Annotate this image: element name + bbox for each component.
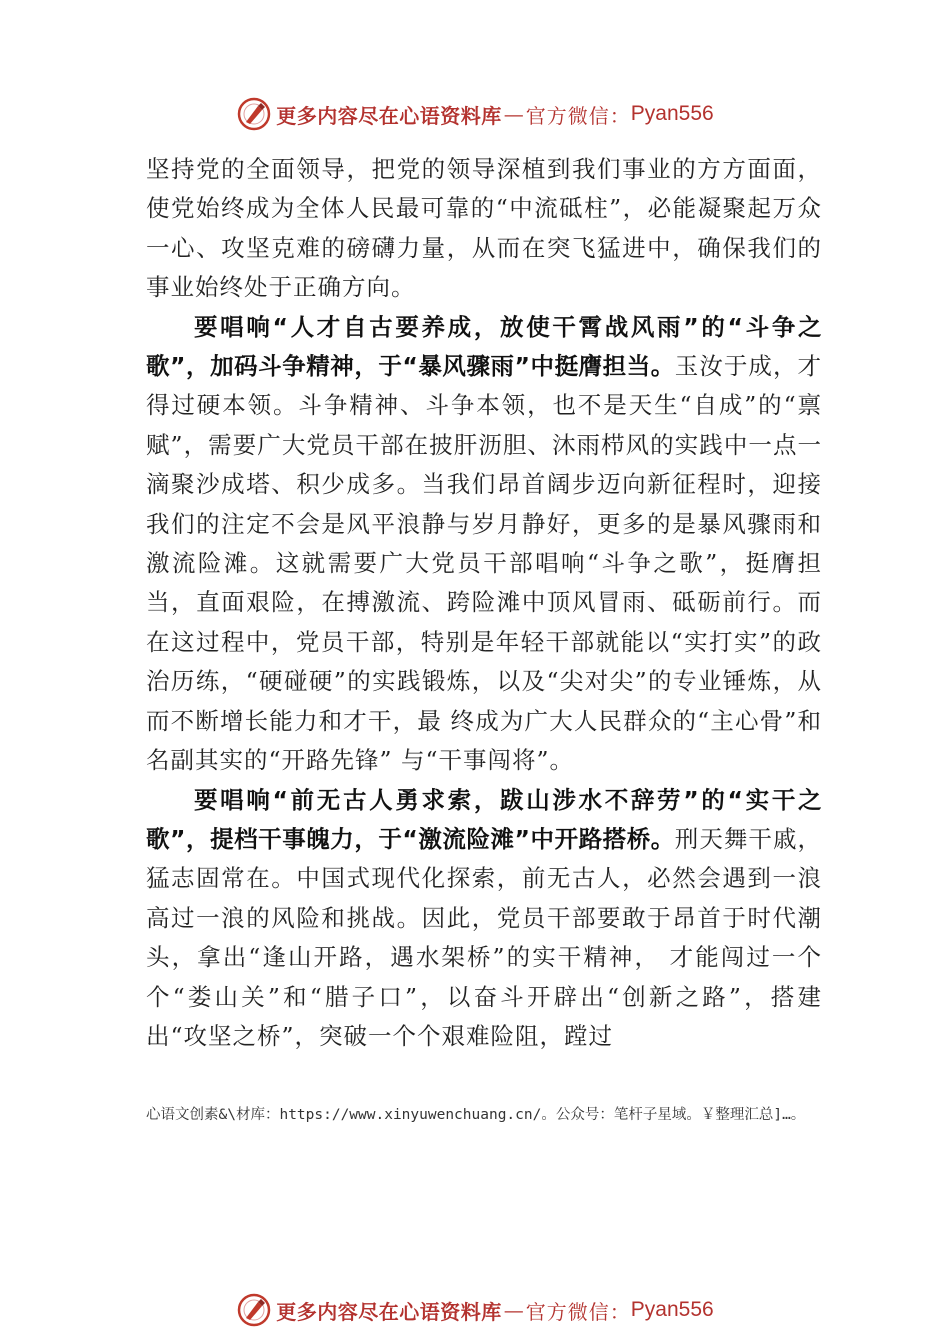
header-dash: — <box>503 102 524 126</box>
source-note: 心语文创素&\材库：https://www.xinyuwenchuang.cn/。公众号：笔杆子星域。￥整理汇总]…。 <box>146 1107 806 1123</box>
pen-nib-logo-icon <box>236 96 272 132</box>
pen-nib-logo-icon <box>236 1292 272 1328</box>
paragraph-text: 刑天舞干戚，猛志固常在。中国式现代化探索，前无古人，必然会遇到一浪高过一浪的风险和挑战。因此，党员干部要敢于昂首于时代潮头，拿出“逢山开路，遇水架桥”的实干精神， 才能闯过一个个“娄山关”和“腊子口”，以奋斗开辟出“创新之路”，搭建出“攻坚之桥”，突破一个个艰难险阻，蹚过 <box>146 824 823 1050</box>
footer-title: 更多内容尽在心语资料库 <box>276 1299 502 1324</box>
header-banner <box>0 92 950 136</box>
paragraph-text: 玉汝于成，才得过硬本领。斗争精神、斗争本领，也不是天生“自成”的“禀赋”，需要广大党员干部在披肝沥胆、沐雨栉风的实践中一点一滴聚沙成塔、积少成多。当我们昂首阔步迈向新征程时，迎接我们的注定不会是风平浪静与岁月静好，更多的是暴风骤雨和激流险滩。这就需要广大党员干部唱响“斗争之歌”，挺膺担当，直面艰险，在搏激流、跨险滩中顶风冒雨、砥砺前行。而在这过程中，党员干部，特别是年轻干部就能以“实打实”的政治历练，“硬碰硬”的实践锻炼，以及“尖对尖”的专业锤炼，从而不断增长能力和才干，最 终成为广大人民群众的“主心骨”和名副其实的“开路先锋” 与“干事闯将”。 <box>146 352 823 775</box>
paragraph-3 <box>146 781 822 1057</box>
header-wechat-id: Pyan556 <box>630 102 714 125</box>
header-title: 更多内容尽在心语资料库 <box>276 103 502 128</box>
footer-wechat-label: 官方微信： <box>525 1299 631 1324</box>
paragraph-1 <box>146 150 822 308</box>
paragraph-text: 坚持党的全面领导，把党的领导深植到我们事业的方方面面，使党始终成为全体人民最可靠的“中流砥柱”，必能凝聚起万众一心、攻坚克难的磅礴力量，从而在突飞猛进中，确保我们的事业始终处于正确方向。 <box>146 155 822 302</box>
paragraph-lead: 要唱响“人才自古要养成，放使干霄战风雨”的“斗争之歌”，加码斗争精神，于“暴风骤雨”中挺膺担当。 <box>146 312 822 381</box>
document-body <box>146 150 822 1056</box>
header-wechat-label: 官方微信： <box>525 103 631 128</box>
footer-banner <box>0 1288 950 1332</box>
footer-dash: — <box>503 1298 524 1322</box>
paragraph-2 <box>146 308 822 781</box>
paragraph-lead: 要唱响“前无古人勇求索，跋山涉水不辞劳”的“实干之歌”，提档干事魄力，于“激流险滩”中开路搭桥。 <box>146 785 822 853</box>
footer-wechat-id: Pyan556 <box>630 1298 714 1321</box>
